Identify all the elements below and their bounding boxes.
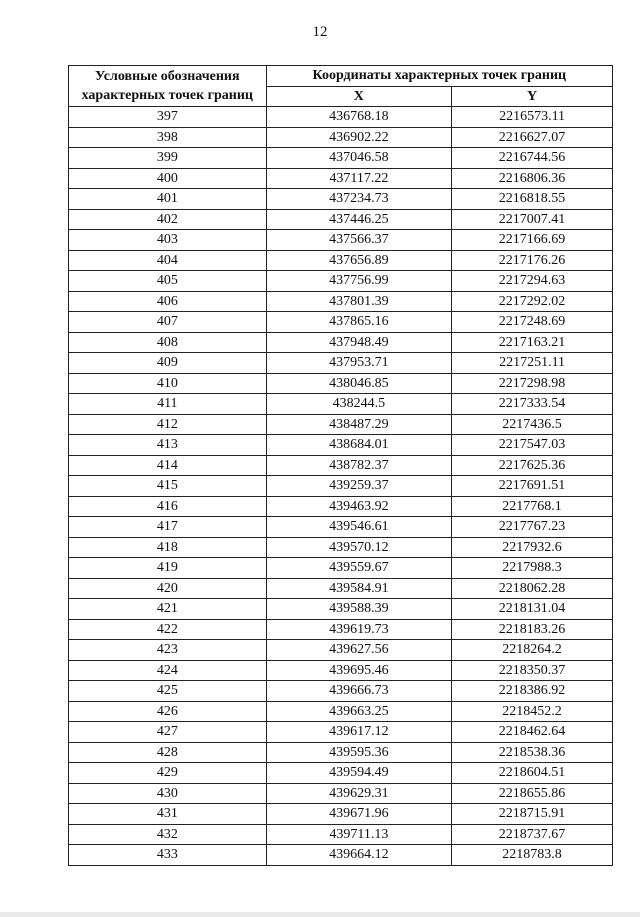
cell-x: 439664.12 [266, 845, 451, 866]
cell-point-id: 421 [69, 599, 267, 620]
header-y: Y [452, 86, 613, 107]
cell-y: 2216573.11 [452, 107, 613, 128]
table-header [69, 66, 613, 107]
cell-y: 2217436.5 [452, 414, 613, 435]
cell-x: 437801.39 [266, 291, 451, 312]
cell-x: 439671.96 [266, 804, 451, 825]
cell-y: 2217625.36 [452, 455, 613, 476]
table-row [69, 394, 613, 415]
cell-x: 437566.37 [266, 230, 451, 251]
cell-y: 2218604.51 [452, 763, 613, 784]
cell-point-id: 397 [69, 107, 267, 128]
cell-y: 2217251.11 [452, 353, 613, 374]
table-row [69, 558, 613, 579]
cell-y: 2216627.07 [452, 127, 613, 148]
cell-y: 2217988.3 [452, 558, 613, 579]
cell-x: 437234.73 [266, 189, 451, 210]
cell-x: 439663.25 [266, 701, 451, 722]
cell-point-id: 433 [69, 845, 267, 866]
cell-y: 2217547.03 [452, 435, 613, 456]
cell-x: 437046.58 [266, 148, 451, 169]
table-row [69, 332, 613, 353]
cell-x: 439711.13 [266, 824, 451, 845]
cell-point-id: 400 [69, 168, 267, 189]
cell-point-id: 429 [69, 763, 267, 784]
cell-point-id: 404 [69, 250, 267, 271]
cell-y: 2218538.36 [452, 742, 613, 763]
cell-point-id: 403 [69, 230, 267, 251]
cell-y: 2217333.54 [452, 394, 613, 415]
table-row [69, 189, 613, 210]
cell-x: 438244.5 [266, 394, 451, 415]
table-row [69, 209, 613, 230]
table-row [69, 619, 613, 640]
cell-point-id: 415 [69, 476, 267, 497]
cell-y: 2217768.1 [452, 496, 613, 517]
table-row [69, 742, 613, 763]
cell-x: 437117.22 [266, 168, 451, 189]
coordinates-table [68, 65, 613, 866]
cell-y: 2217166.69 [452, 230, 613, 251]
cell-point-id: 432 [69, 824, 267, 845]
cell-point-id: 410 [69, 373, 267, 394]
cell-x: 439617.12 [266, 722, 451, 743]
table-row [69, 127, 613, 148]
cell-x: 438046.85 [266, 373, 451, 394]
cell-x: 439559.67 [266, 558, 451, 579]
table-row [69, 291, 613, 312]
cell-x: 437446.25 [266, 209, 451, 230]
cell-x: 439594.49 [266, 763, 451, 784]
cell-point-id: 428 [69, 742, 267, 763]
cell-point-id: 416 [69, 496, 267, 517]
cell-point-id: 414 [69, 455, 267, 476]
table-row [69, 824, 613, 845]
cell-point-id: 431 [69, 804, 267, 825]
cell-point-id: 407 [69, 312, 267, 333]
cell-x: 439584.91 [266, 578, 451, 599]
cell-point-id: 409 [69, 353, 267, 374]
cell-y: 2218737.67 [452, 824, 613, 845]
cell-x: 439627.56 [266, 640, 451, 661]
cell-y: 2218386.92 [452, 681, 613, 702]
table-row [69, 312, 613, 333]
page-number: 12 [312, 24, 328, 40]
cell-point-id: 411 [69, 394, 267, 415]
cell-y: 2217294.63 [452, 271, 613, 292]
table-row [69, 763, 613, 784]
cell-x: 436768.18 [266, 107, 451, 128]
table-row [69, 578, 613, 599]
table-row [69, 722, 613, 743]
cell-y: 2218183.26 [452, 619, 613, 640]
cell-y: 2218264.2 [452, 640, 613, 661]
table-row [69, 783, 613, 804]
cell-y: 2217007.41 [452, 209, 613, 230]
cell-x: 438684.01 [266, 435, 451, 456]
cell-y: 2218655.86 [452, 783, 613, 804]
cell-point-id: 405 [69, 271, 267, 292]
cell-point-id: 426 [69, 701, 267, 722]
cell-point-id: 420 [69, 578, 267, 599]
cell-point-id: 427 [69, 722, 267, 743]
table-row [69, 373, 613, 394]
cell-point-id: 424 [69, 660, 267, 681]
cell-point-id: 417 [69, 517, 267, 538]
cell-point-id: 398 [69, 127, 267, 148]
cell-y: 2216818.55 [452, 189, 613, 210]
cell-point-id: 402 [69, 209, 267, 230]
table-row [69, 599, 613, 620]
cell-point-id: 430 [69, 783, 267, 804]
cell-x: 439695.46 [266, 660, 451, 681]
cell-point-id: 412 [69, 414, 267, 435]
table-row [69, 660, 613, 681]
cell-point-id: 413 [69, 435, 267, 456]
table-row [69, 476, 613, 497]
table-row [69, 435, 613, 456]
cell-y: 2218783.8 [452, 845, 613, 866]
cell-x: 439619.73 [266, 619, 451, 640]
cell-y: 2218715.91 [452, 804, 613, 825]
cell-x: 439666.73 [266, 681, 451, 702]
table-row [69, 414, 613, 435]
table-row [69, 804, 613, 825]
table-row [69, 517, 613, 538]
cell-x: 439588.39 [266, 599, 451, 620]
cell-point-id: 418 [69, 537, 267, 558]
scan-edge [0, 912, 640, 917]
cell-x: 438487.29 [266, 414, 451, 435]
cell-y: 2216744.56 [452, 148, 613, 169]
cell-y: 2218462.64 [452, 722, 613, 743]
table-row [69, 640, 613, 661]
cell-x: 437656.89 [266, 250, 451, 271]
cell-x: 439259.37 [266, 476, 451, 497]
cell-x: 437948.49 [266, 332, 451, 353]
cell-point-id: 425 [69, 681, 267, 702]
cell-y: 2217691.51 [452, 476, 613, 497]
cell-y: 2218350.37 [452, 660, 613, 681]
header-point-label: Условные обозначения характерных точек границ [69, 66, 267, 107]
header-x: X [266, 86, 451, 107]
cell-point-id: 419 [69, 558, 267, 579]
table-body [69, 107, 613, 866]
cell-x: 439629.31 [266, 783, 451, 804]
header-coordinates-group: Координаты характерных точек границ [266, 66, 612, 87]
cell-y: 2216806.36 [452, 168, 613, 189]
cell-x: 437953.71 [266, 353, 451, 374]
cell-point-id: 423 [69, 640, 267, 661]
table-row [69, 230, 613, 251]
cell-x: 436902.22 [266, 127, 451, 148]
cell-y: 2218452.2 [452, 701, 613, 722]
cell-x: 439463.92 [266, 496, 451, 517]
cell-y: 2217248.69 [452, 312, 613, 333]
table-row [69, 845, 613, 866]
cell-x: 437865.16 [266, 312, 451, 333]
table-row [69, 107, 613, 128]
table-row [69, 701, 613, 722]
cell-x: 439570.12 [266, 537, 451, 558]
table-row [69, 168, 613, 189]
cell-point-id: 408 [69, 332, 267, 353]
cell-x: 439546.61 [266, 517, 451, 538]
cell-y: 2217163.21 [452, 332, 613, 353]
cell-y: 2217292.02 [452, 291, 613, 312]
table-row [69, 681, 613, 702]
cell-y: 2217176.26 [452, 250, 613, 271]
table-row [69, 455, 613, 476]
cell-point-id: 401 [69, 189, 267, 210]
table-row [69, 250, 613, 271]
table-row [69, 496, 613, 517]
cell-x: 438782.37 [266, 455, 451, 476]
table-row [69, 353, 613, 374]
cell-y: 2217932.6 [452, 537, 613, 558]
cell-y: 2217298.98 [452, 373, 613, 394]
table-row [69, 271, 613, 292]
cell-point-id: 399 [69, 148, 267, 169]
table-row [69, 537, 613, 558]
cell-y: 2218131.04 [452, 599, 613, 620]
cell-point-id: 422 [69, 619, 267, 640]
cell-y: 2217767.23 [452, 517, 613, 538]
table-row [69, 148, 613, 169]
cell-y: 2218062.28 [452, 578, 613, 599]
cell-x: 437756.99 [266, 271, 451, 292]
cell-x: 439595.36 [266, 742, 451, 763]
cell-point-id: 406 [69, 291, 267, 312]
